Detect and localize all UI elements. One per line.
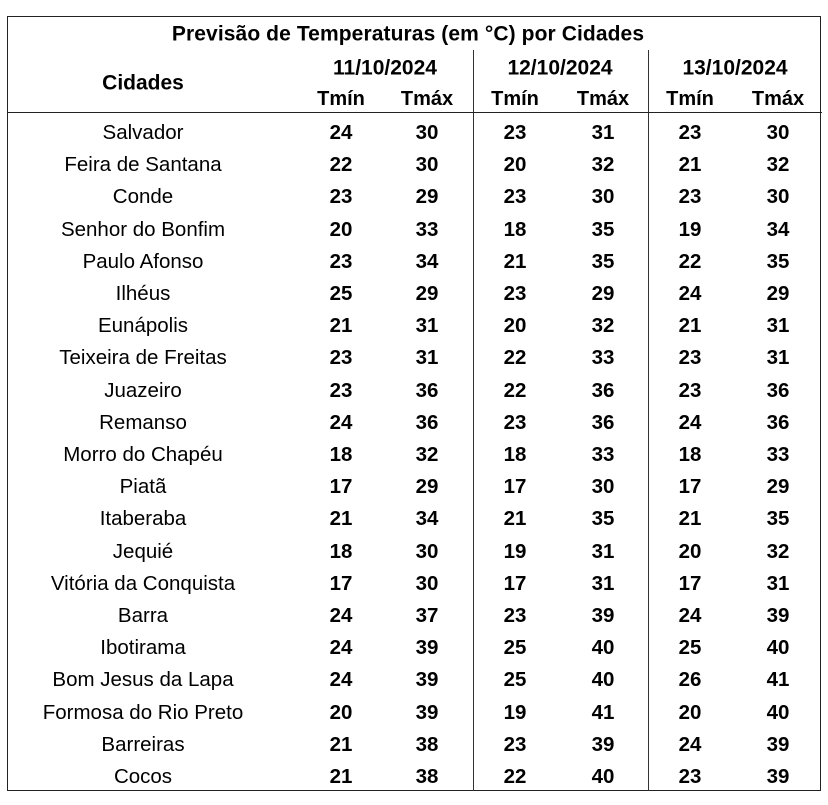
tmax-13-10-value: 36 [766, 410, 790, 434]
tmin-11-10-value: 21 [329, 313, 353, 337]
city-name: Piatã [119, 474, 167, 498]
tmax-11-10-value: 29 [415, 185, 439, 209]
tmax-12-10-value: 35 [591, 249, 615, 273]
tmin-13-10-value: 26 [678, 668, 702, 692]
city-name: Ibotirama [100, 635, 186, 659]
tmin-12-10-value: 18 [503, 442, 527, 466]
tmax-13-10-value: 36 [766, 378, 790, 402]
tmin-13-10-value: 17 [678, 571, 702, 595]
tmax-12-10-value: 32 [591, 313, 615, 337]
tmin-13-10-value: 23 [678, 185, 702, 209]
tmax-11-10-value: 30 [415, 152, 439, 176]
tmax-13-10-value: 35 [766, 249, 790, 273]
tmax-header: Tmáx [751, 88, 805, 110]
city-name: Ilhéus [115, 281, 171, 305]
tmin-11-10-value: 17 [329, 571, 353, 595]
tmax-12-10-value: 29 [591, 281, 615, 305]
tmin-12-10-value: 25 [503, 668, 527, 692]
tmin-11-10-value: 20 [329, 217, 353, 241]
tmin-11-10-value: 21 [329, 764, 353, 788]
tmax-11-10-value: 32 [415, 442, 439, 466]
tmin-12-10-value: 23 [503, 120, 527, 144]
tmin-11-10-value: 24 [329, 120, 353, 144]
tmin-header: Tmín [666, 88, 714, 110]
city-name: Morro do Chapéu [63, 442, 223, 466]
tmax-13-10-value: 32 [766, 152, 790, 176]
tmin-13-10-value: 20 [678, 539, 702, 563]
city-name: Cocos [113, 764, 173, 788]
city-name: Remanso [99, 410, 187, 434]
tmin-11-10-value: 22 [329, 152, 353, 176]
tmax-11-10-value: 36 [415, 410, 439, 434]
tmin-13-10-value: 24 [678, 281, 702, 305]
tmax-12-10-value: 40 [591, 764, 615, 788]
tmax-11-10-value: 37 [415, 603, 439, 627]
city-name: Formosa do Rio Preto [42, 700, 244, 724]
city-name: Barra [117, 603, 169, 627]
table-title: Previsão de Temperaturas (em °C) por Cidades [171, 22, 645, 46]
tmin-11-10-value: 24 [329, 410, 353, 434]
tmax-13-10-value: 39 [766, 732, 790, 756]
column-divider [648, 50, 649, 791]
tmin-header: Tmín [491, 88, 539, 110]
tmax-header: Tmáx [576, 88, 630, 110]
city-name: Salvador [102, 120, 184, 144]
tmin-11-10-value: 25 [329, 281, 353, 305]
tmin-11-10-value: 23 [329, 249, 353, 273]
tmax-11-10-value: 33 [415, 217, 439, 241]
tmax-11-10-value: 29 [415, 474, 439, 498]
tmin-13-10-value: 23 [678, 120, 702, 144]
tmin-12-10-value: 22 [503, 378, 527, 402]
tmin-13-10-value: 18 [678, 442, 702, 466]
tmin-12-10-value: 21 [503, 249, 527, 273]
date-header: 12/10/2024 [507, 56, 613, 80]
tmin-11-10-value: 21 [329, 507, 353, 531]
tmin-12-10-value: 23 [503, 603, 527, 627]
tmin-13-10-value: 24 [678, 732, 702, 756]
tmin-12-10-value: 17 [503, 474, 527, 498]
tmin-13-10-value: 21 [678, 507, 702, 531]
city-name: Jequié [112, 539, 174, 563]
tmin-12-10-value: 22 [503, 346, 527, 370]
tmax-13-10-value: 31 [766, 346, 790, 370]
tmax-12-10-value: 35 [591, 507, 615, 531]
tmax-11-10-value: 39 [415, 700, 439, 724]
city-name: Eunápolis [97, 313, 189, 337]
tmax-13-10-value: 40 [766, 635, 790, 659]
tmin-11-10-value: 23 [329, 378, 353, 402]
tmin-13-10-value: 17 [678, 474, 702, 498]
city-name: Itaberaba [99, 507, 187, 531]
tmin-header: Tmín [317, 88, 365, 110]
column-divider [473, 50, 474, 791]
tmax-11-10-value: 38 [415, 732, 439, 756]
tmax-12-10-value: 40 [591, 668, 615, 692]
tmin-12-10-value: 20 [503, 152, 527, 176]
city-name: Bom Jesus da Lapa [52, 668, 234, 692]
tmin-11-10-value: 17 [329, 474, 353, 498]
tmax-11-10-value: 30 [415, 539, 439, 563]
tmax-13-10-value: 30 [766, 185, 790, 209]
tmax-13-10-value: 30 [766, 120, 790, 144]
tmax-12-10-value: 31 [591, 539, 615, 563]
tmax-12-10-value: 30 [591, 474, 615, 498]
tmax-12-10-value: 35 [591, 217, 615, 241]
tmax-12-10-value: 30 [591, 185, 615, 209]
city-name: Conde [112, 185, 174, 209]
tmax-12-10-value: 36 [591, 410, 615, 434]
tmin-13-10-value: 23 [678, 764, 702, 788]
tmax-11-10-value: 34 [415, 249, 439, 273]
tmin-13-10-value: 20 [678, 700, 702, 724]
tmax-11-10-value: 38 [415, 764, 439, 788]
tmin-13-10-value: 22 [678, 249, 702, 273]
tmin-11-10-value: 24 [329, 668, 353, 692]
tmax-12-10-value: 36 [591, 378, 615, 402]
tmax-12-10-value: 39 [591, 732, 615, 756]
tmin-12-10-value: 23 [503, 185, 527, 209]
tmax-12-10-value: 41 [591, 700, 615, 724]
tmin-12-10-value: 22 [503, 764, 527, 788]
tmin-12-10-value: 19 [503, 700, 527, 724]
city-name: Senhor do Bonfim [60, 217, 226, 241]
tmin-12-10-value: 23 [503, 410, 527, 434]
tmin-11-10-value: 20 [329, 700, 353, 724]
city-name: Barreiras [101, 732, 185, 756]
city-name: Juazeiro [104, 378, 182, 402]
tmin-13-10-value: 21 [678, 152, 702, 176]
date-header: 13/10/2024 [682, 56, 788, 80]
tmax-11-10-value: 34 [415, 507, 439, 531]
tmax-12-10-value: 39 [591, 603, 615, 627]
tmax-11-10-value: 31 [415, 346, 439, 370]
tmin-12-10-value: 17 [503, 571, 527, 595]
tmin-13-10-value: 25 [678, 635, 702, 659]
tmin-13-10-value: 24 [678, 603, 702, 627]
tmin-12-10-value: 21 [503, 507, 527, 531]
tmin-13-10-value: 23 [678, 346, 702, 370]
tmax-11-10-value: 39 [415, 635, 439, 659]
tmax-13-10-value: 31 [766, 571, 790, 595]
tmax-11-10-value: 36 [415, 378, 439, 402]
tmax-11-10-value: 30 [415, 120, 439, 144]
tmax-11-10-value: 39 [415, 668, 439, 692]
tmin-11-10-value: 21 [329, 732, 353, 756]
tmax-13-10-value: 34 [766, 217, 790, 241]
date-header: 11/10/2024 [333, 56, 437, 80]
tmin-13-10-value: 24 [678, 410, 702, 434]
tmax-13-10-value: 31 [766, 313, 790, 337]
tmin-12-10-value: 23 [503, 732, 527, 756]
city-name: Teixeira de Freitas [59, 346, 227, 370]
tmax-13-10-value: 39 [766, 603, 790, 627]
tmax-13-10-value: 41 [766, 668, 790, 692]
tmin-12-10-value: 18 [503, 217, 527, 241]
tmax-12-10-value: 32 [591, 152, 615, 176]
tmin-12-10-value: 23 [503, 281, 527, 305]
tmax-13-10-value: 39 [766, 764, 790, 788]
tmax-13-10-value: 32 [766, 539, 790, 563]
tmin-12-10-value: 25 [503, 635, 527, 659]
header-divider [7, 112, 822, 113]
tmax-12-10-value: 31 [591, 571, 615, 595]
city-name: Paulo Afonso [82, 249, 204, 273]
tmin-11-10-value: 23 [329, 185, 353, 209]
tmax-13-10-value: 40 [766, 700, 790, 724]
tmin-13-10-value: 21 [678, 313, 702, 337]
tmin-11-10-value: 24 [329, 603, 353, 627]
tmax-13-10-value: 35 [766, 507, 790, 531]
city-name: Vitória da Conquista [50, 571, 236, 595]
tmax-13-10-value: 29 [766, 474, 790, 498]
tmax-12-10-value: 33 [591, 442, 615, 466]
tmin-11-10-value: 18 [329, 442, 353, 466]
tmin-11-10-value: 23 [329, 346, 353, 370]
tmax-12-10-value: 31 [591, 120, 615, 144]
tmin-12-10-value: 20 [503, 313, 527, 337]
tmin-11-10-value: 18 [329, 539, 353, 563]
tmax-11-10-value: 30 [415, 571, 439, 595]
tmax-13-10-value: 29 [766, 281, 790, 305]
tmax-13-10-value: 33 [766, 442, 790, 466]
cities-header: Cidades [102, 71, 184, 95]
tmax-header: Tmáx [400, 88, 454, 110]
tmax-11-10-value: 31 [415, 313, 439, 337]
tmin-13-10-value: 23 [678, 378, 702, 402]
city-name: Feira de Santana [64, 152, 222, 176]
tmin-12-10-value: 19 [503, 539, 527, 563]
tmin-13-10-value: 19 [678, 217, 702, 241]
tmax-12-10-value: 33 [591, 346, 615, 370]
tmax-11-10-value: 29 [415, 281, 439, 305]
tmin-11-10-value: 24 [329, 635, 353, 659]
tmax-12-10-value: 40 [591, 635, 615, 659]
